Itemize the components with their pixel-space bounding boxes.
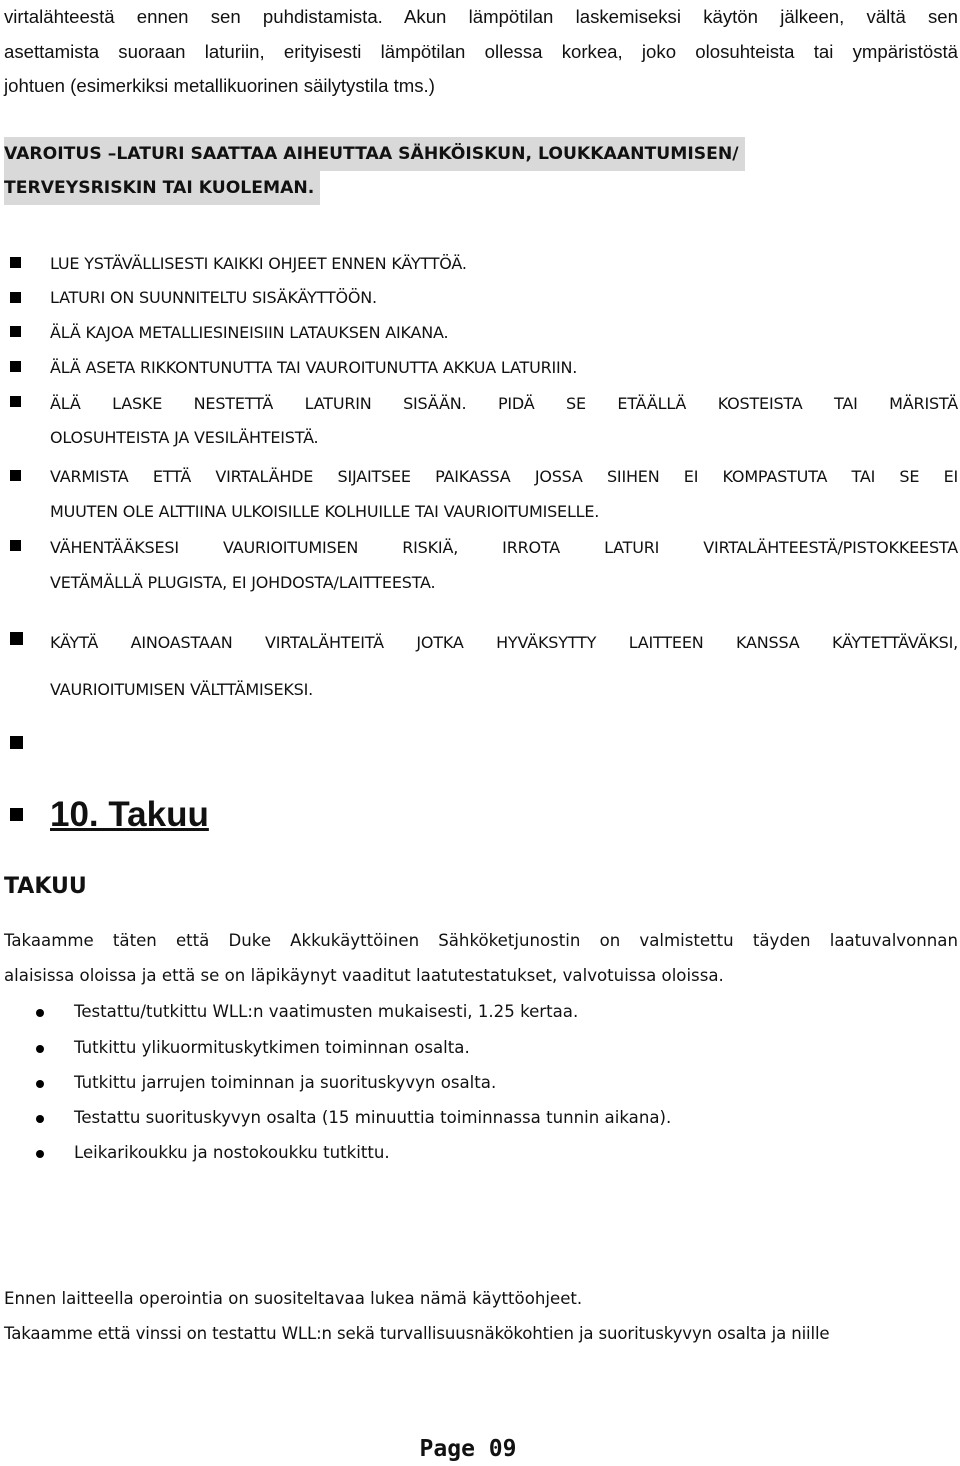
safety-item-continuation: VETÄMÄLLÄ PLUGISTA, EI JOHDOSTA/LAITTEESTA. bbox=[50, 573, 436, 592]
safety-item: LUE YSTÄVÄLLISESTI KAIKKI OHJEET ENNEN KÄYTTÖÄ. bbox=[50, 254, 467, 273]
safety-item: ÄLÄ ASETA RIKKONTUNUTTA TAI VAUROITUNUTTA AKKUA LATURIIN. bbox=[50, 358, 578, 377]
takuu-paragraph-line: alaisissa oloissa ja että se on läpikäynyt vaaditut laatutestatukset, valvotuissa oloissa. bbox=[4, 966, 724, 985]
safety-item: KÄYTÄ AINOASTAAN VIRTALÄHTEITÄ JOTKA HYVÄKSYTTY LAITTEEN KANSSA KÄYTETTÄVÄKSI, bbox=[50, 633, 958, 652]
intro-line: johtuen (esimerkiksi metallikuorinen säilytystila tms.) bbox=[4, 75, 435, 96]
safety-item: ÄLÄ LASKE NESTETTÄ LATURIN SISÄÄN. PIDÄ SE ETÄÄLLÄ KOSTEISTA TAI MÄRISTÄ bbox=[50, 394, 958, 413]
bullet-dot-icon bbox=[36, 1115, 44, 1123]
bullet-dot-icon bbox=[36, 1009, 44, 1017]
square-bullet-icon bbox=[10, 257, 21, 268]
intro-line: virtalähteestä ennen sen puhdistamista. Akun lämpötilan laskemiseksi käytön jälkeen, vältä sen bbox=[4, 6, 958, 27]
safety-item: VÄHENTÄÄKSESI VAURIOITUMISEN RISKIÄ, IRROTA LATURI VIRTALÄHTEESTÄ/PISTOKKEESTA bbox=[50, 538, 958, 557]
closing-line: Ennen laitteella operointia on suositeltavaa lukea nämä käyttöohjeet. bbox=[4, 1289, 583, 1308]
test-item: Testattu/tutkittu WLL:n vaatimusten mukaisesti, 1.25 kertaa. bbox=[74, 1002, 579, 1021]
closing-line: Takaamme että vinssi on testattu WLL:n sekä turvallisuusnäkökohtien ja suorituskyvyn osalta ja niille bbox=[4, 1324, 830, 1343]
safety-item-continuation: OLOSUHTEISTA JA VESILÄHTEISTÄ. bbox=[50, 428, 319, 447]
square-bullet-icon bbox=[10, 292, 21, 303]
square-bullet-icon bbox=[10, 632, 23, 645]
square-bullet-icon bbox=[10, 396, 21, 407]
square-bullet-icon bbox=[10, 326, 21, 337]
safety-item: VARMISTA ETTÄ VIRTALÄHDE SIJAITSEE PAIKASSA JOSSA SIIHEN EI KOMPASTUTA TAI SE EI bbox=[50, 467, 958, 486]
square-bullet-icon bbox=[10, 808, 23, 821]
bullet-dot-icon bbox=[36, 1150, 44, 1158]
square-bullet-icon bbox=[10, 736, 23, 749]
square-bullet-icon bbox=[10, 361, 21, 372]
warning-line: VAROITUS –LATURI SAATTAA AIHEUTTAA SÄHKÖISKUN, LOUKKAANTUMISEN/ bbox=[4, 137, 745, 171]
section-heading: 10. Takuu bbox=[50, 795, 209, 834]
square-bullet-icon bbox=[10, 470, 21, 481]
bullet-dot-icon bbox=[36, 1080, 44, 1088]
page-number bbox=[0, 1432, 960, 1466]
test-item: Leikarikoukku ja nostokoukku tutkittu. bbox=[74, 1143, 390, 1162]
takuu-paragraph-line: Takaamme täten että Duke Akkukäyttöinen Sähköketjunostin on valmistettu täyden laatuvalvonnan bbox=[4, 931, 958, 950]
square-bullet-icon bbox=[10, 540, 21, 551]
test-item: Tutkittu ylikuormituskytkimen toiminnan osalta. bbox=[74, 1038, 470, 1057]
bullet-dot-icon bbox=[36, 1045, 44, 1053]
safety-item: LATURI ON SUUNNITELTU SISÄKÄYTTÖÖN. bbox=[50, 288, 377, 307]
intro-line: asettamista suoraan laturiin, erityisesti lämpötilan ollessa korkea, joko olosuhteista tai ympäristöstä bbox=[4, 40, 958, 62]
takuu-heading: TAKUU bbox=[4, 874, 87, 899]
warning-heading bbox=[4, 137, 904, 205]
safety-item-continuation: MUUTEN OLE ALTTIINA ULKOISILLE KOLHUILLE TAI VAURIOITUMISELLE. bbox=[50, 502, 600, 521]
warning-line: TERVEYSRISKIN TAI KUOLEMAN. bbox=[4, 171, 320, 205]
test-item: Testattu suorituskyvyn osalta (15 minuuttia toiminnassa tunnin aikana). bbox=[74, 1108, 672, 1127]
safety-item-continuation: VAURIOITUMISEN VÄLTTÄMISEKSI. bbox=[50, 680, 314, 699]
page-number-label: Page 09 bbox=[419, 1436, 517, 1462]
intro-paragraph bbox=[4, 0, 958, 104]
safety-item: ÄLÄ KAJOA METALLIESINEISIIN LATAUKSEN AIKANA. bbox=[50, 323, 449, 342]
test-item: Tutkittu jarrujen toiminnan ja suorituskyvyn osalta. bbox=[74, 1073, 497, 1092]
